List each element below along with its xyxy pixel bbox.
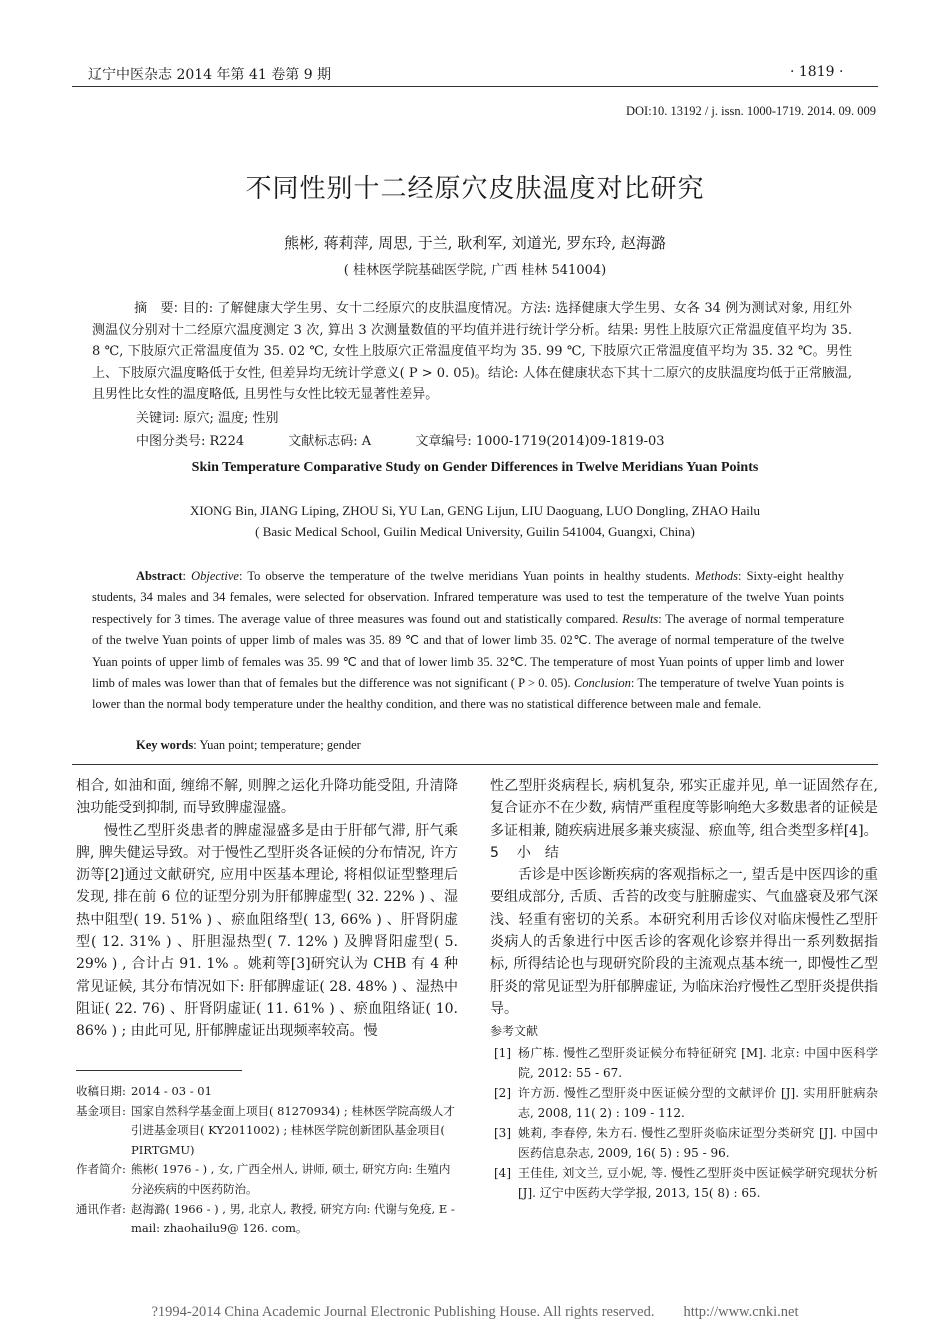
reference-index: [4] — [494, 1165, 511, 1180]
article-number: 文章编号: 1000-1719(2014)09-1819-03 — [415, 434, 665, 449]
footnote-text: 赵海潞( 1966 - ) , 男, 北京人, 教授, 研究方向: 代谢与免疫, E - mail: zhaohailu9@ 126. com。 — [131, 1201, 455, 1236]
reference-item — [490, 1083, 878, 1123]
footnote-fund — [76, 1102, 460, 1161]
reference-item — [490, 1163, 878, 1203]
footnote-text: 国家自然科学基金面上项目( 81270934) ; 桂林医学院高级人才引进基金项目( KY2011002) ; 桂林医学院创新团队基金项目( PIRTGMU) — [131, 1103, 455, 1157]
section-number: 5 — [490, 844, 499, 861]
author-list: 熊彬, 蒋莉萍, 周思, 于兰, 耿利军, 刘道光, 罗东玲, 赵海潞 — [284, 234, 666, 252]
results-text: The average of normal temperature of the twelve Yuan points of upper limb of males was 35. 89 ℃ and that of lower limb 35. 02℃. The average of normal temperature of the twelve Yuan points of upper limb of females was 35. 99 ℃ and that of lower limb 35. 32℃. The temperature of most Yuan points of upper limb and lower limb of males was lower than that of females but the difference was not significant ( P > 0. 05). — [92, 611, 844, 691]
body-paragraph: 性乙型肝炎病程长, 病机复杂, 邪实正虚并见, 单一证固然存在, 复合证亦不在少数, 病情严重程度等影响绝大多数患者的证候是多证相兼, 随疾病进展多兼夹痰湿、瘀血等, 组合类型多样[4]。 — [490, 778, 878, 839]
english-affiliation: ( Basic Medical School, Guilin Medical University, Guilin 541004, Guangxi, China) — [255, 524, 695, 539]
footnote-text: 2014 - 03 - 01 — [131, 1084, 212, 1098]
reference-list — [490, 1043, 878, 1203]
reference-text: 杨广栋. 慢性乙型肝炎证候分布特征研究 [M]. 北京: 中国中医科学院, 2012: 55 - 67. — [518, 1045, 878, 1080]
body-paragraph: 相合, 如油和面, 缠绵不解, 则脾之运化升降功能受阻, 升清降浊功能受到抑制, 而导致脾虚湿盛。 — [76, 778, 458, 817]
footnote-label: 基金项目: — [76, 1103, 126, 1118]
reference-text: 王佳佳, 刘文兰, 豆小妮, 等. 慢性乙型肝炎中医证候学研究现状分析 [J]. 辽宁中医药大学学报, 2013, 15( 8) : 65. — [518, 1165, 878, 1200]
english-abstract: Abstract: Objective: To observe the temperature of the twelve meridians Yuan points in healthy students. Methods: Sixty-eight healthy students, 34 males and 34 females, were selected for observation. Infrared temperature was used to test the temperature of the twelve Yuan points respectively for 3 times. The average value of three measures was found out and statistically compared. Results: The average of normal temperature of the twelve Yuan points of upper limb of males was 35. 89 ℃ and that of lower limb 35. 02℃. The average of normal temperature of the twelve Yuan points of upper limb of females was 35. 99 ℃ and that of lower limb 35. 32℃. The temperature of most Yuan points of upper limb and lower limb of males was lower than that of females but the difference was not significant ( P > 0. 05). Conclusion: The temperature of twelve Yuan points is lower than the normal body temperature under the healthy condition, and there was no statistical difference between male and female. — [92, 569, 844, 712]
footnote-text: 熊彬( 1976 - ) , 女, 广西全州人, 讲师, 硕士, 研究方向: 生殖内分泌疾病的中医药防治。 — [131, 1162, 451, 1196]
reference-index: [1] — [494, 1045, 511, 1060]
english-keywords: Key words: Yuan point; temperature; gender — [136, 738, 361, 752]
english-authors: XIONG Bin, JIANG Liping, ZHOU Si, YU Lan, GENG Lijun, LIU Daoguang, LUO Dongling, ZHAO Hailu — [189, 503, 760, 518]
body-paragraph: 舌诊是中医诊断疾病的客观指标之一, 望舌是中医四诊的重要组成部分, 舌质、舌苔的改变与脏腑虚实、气血盛衰及邪气深浅、轻重有密切的关系。本研究利用舌诊仪对临床慢性乙型肝炎病人的舌象进行中医舌诊的客观化诊察并得出一系列数据指标, 所得结论也与现研究阶段的主流观点基本统一, 即慢性乙型肝炎的常见证型为肝郁脾虚证, 为临床治疗慢性乙型肝炎提供指导。 — [490, 867, 878, 1017]
footnote-rule — [76, 1070, 242, 1071]
section-divider — [72, 764, 878, 765]
reference-text: 许方沥. 慢性乙型肝炎中医证候分型的文献评价 [J]. 实用肝脏病杂志, 2008, 11( 2) : 109 - 112. — [518, 1085, 878, 1120]
objective-text: To observe the temperature of the twelve meridians Yuan points in healthy students. — [247, 569, 690, 583]
clc-number: 中图分类号: R224 — [136, 434, 245, 449]
abstract-text: 目的: 了解健康大学生男、女十二经原穴的皮肤温度情况。方法: 选择健康大学生男、女各 34 例为测试对象, 用红外测温仪分别对十二经原穴温度测定 3 次, 算出 3 次测量数值的平均值并进行统计学分析。结果: 男性上肢原穴正常温度值平均为 35. 8 ℃, 下肢原穴正常温度值为 35. 02 ℃, 女性上肢原穴正常温度值平均为 35. 99 ℃, 下肢原穴正常温度值平均为 35. 32 ℃。男性上、下肢原穴温度略低于女性, 但差异均无统计学意义( P > 0. 05)。结论: 人体在健康状态下其十二原穴的皮肤温度均低于正常腋温, 且男性比女性的温度略低, 且男性与女性比较无显著性差异。 — [92, 301, 852, 402]
chinese-abstract — [92, 298, 852, 406]
footnotes — [76, 1082, 460, 1239]
reference-text: 姚莉, 李春停, 朱方石. 慢性乙型肝炎临床证型分类研究 [J]. 中国中医药信息杂志, 2009, 16( 5) : 95 - 96. — [518, 1125, 878, 1160]
reference-index: [2] — [494, 1085, 511, 1100]
document-code: 文献标志码: A — [288, 434, 372, 449]
keywords-en-label: Key words — [136, 738, 194, 752]
section-heading — [490, 842, 878, 864]
references-heading: 参考文献 — [490, 1024, 539, 1039]
affiliation: ( 桂林医学院基础医学院, 广西 桂林 541004) — [343, 263, 607, 278]
journal-running-head: 辽宁中医杂志 2014 年第 41 卷第 9 期 — [88, 67, 332, 83]
footnote-received — [76, 1082, 460, 1102]
copyright-footer: ?1994-2014 China Academic Journal Electronic Publishing House. All rights reserved. http://www.cnki.net — [151, 1304, 799, 1320]
reference-item — [490, 1043, 878, 1083]
classification-line — [136, 430, 705, 449]
section-title: 小 结 — [516, 844, 559, 861]
conclusion-label: Conclusion — [573, 676, 631, 691]
body-left-column — [76, 775, 458, 1043]
methods-text: Sixty-eight healthy students, 34 males and 34 females, were selected for observation. Infrared temperature was used to test the temperature of the twelve Yuan points respectively for 3 times. The average value of three measures was found out and statistically compared. — [92, 569, 844, 626]
results-label: Results — [622, 611, 659, 626]
page-number: · 1819 · — [790, 64, 844, 80]
body-paragraph: 慢性乙型肝炎患者的脾虚湿盛多是由于肝郁气滞, 肝气乘脾, 脾失健运导致。对于慢性乙型肝炎各证候的分布情况, 许方沥等[2]通过文献研究, 应用中医基本理论, 将相似证型整理后发现, 排在前 6 位的证型分别为肝郁脾虚型( 32. 22% ) 、湿热中阻型( 19. 51% ) 、瘀血阻络型( 13, 66% ) 、肝肾阴虚型( 12. 31% ) 、肝胆湿热型( 7. 12% ) 及脾肾阳虚型( 5. 29% ) , 合计占 91. 1% 。姚莉等[3]研究认为 CHB 有 4 种常见证候, 其分布情况如下: 肝郁脾虚证( 28. 48% ) 、湿热中阻证( 22. 76) 、肝肾阴虚证( 11. 61% ) 、瘀血阻络证( 10. 86% ) ; 由此可见, 肝郁脾虚证出现频率较高。慢 — [76, 822, 458, 1040]
keywords-en-text: Yuan point; temperature; gender — [199, 738, 361, 752]
reference-index: [3] — [494, 1125, 511, 1140]
conclusion-text: The temperature of twelve Yuan points is lower than the normal body temperature under the healthy condition, and there was no statistical difference between male and female. — [92, 676, 844, 712]
footnote-label: 收稿日期: — [76, 1084, 126, 1098]
reference-item — [490, 1123, 878, 1163]
abstract-en-label: Abstract — [136, 569, 183, 583]
footnote-label: 通讯作者: — [76, 1201, 126, 1216]
footnote-author — [76, 1160, 460, 1199]
footnote-label: 作者简介: — [76, 1162, 126, 1177]
objective-label: Objective — [191, 569, 239, 583]
english-title: Skin Temperature Comparative Study on Gender Differences in Twelve Meridians Yuan Points — [191, 460, 759, 475]
header-rule — [72, 86, 878, 87]
footnote-corresponding — [76, 1200, 460, 1239]
body-right-column — [490, 775, 878, 1203]
methods-label: Methods — [694, 569, 738, 583]
abstract-label: 摘 要: — [134, 301, 179, 316]
doi-line: DOI:10. 13192 / j. issn. 1000-1719. 2014. 09. 009 — [626, 104, 876, 118]
article-title: 不同性别十二经原穴皮肤温度对比研究 — [245, 174, 705, 204]
chinese-keywords: 关键词: 原穴; 温度; 性别 — [136, 411, 279, 426]
